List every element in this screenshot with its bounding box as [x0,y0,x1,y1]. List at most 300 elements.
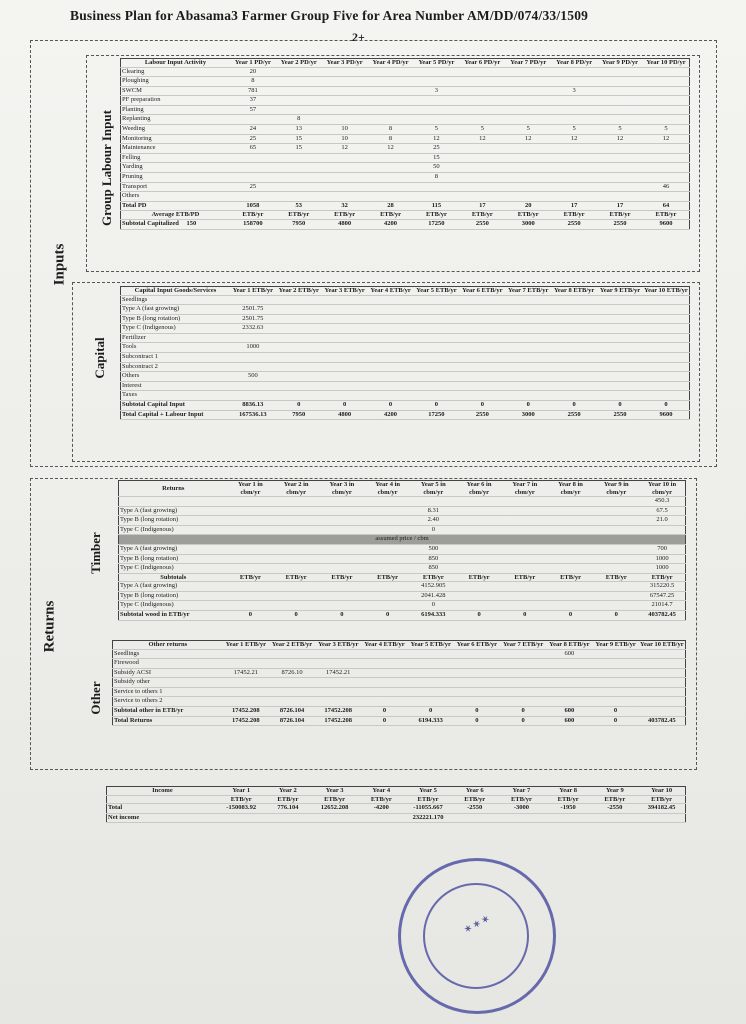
table-cell [505,144,551,154]
total-row [113,716,686,726]
table-cell: 0 [592,707,638,717]
table-cell: 2550 [551,410,597,420]
table-cell: 20 [505,201,551,211]
table-cell: 0 [548,611,594,621]
table-cell [505,343,551,353]
table-cell [408,668,454,678]
table-cell [276,192,322,202]
table-cell [597,173,643,183]
table-cell: 0 [643,401,690,411]
table-cell: 64 [643,201,690,211]
table-cell [597,333,643,343]
table-cell [276,173,322,183]
table-cell [551,305,597,315]
row-label: Type B (long rotation) [119,554,228,564]
table-cell [273,544,319,554]
table-cell: 8 [368,134,414,144]
table-cell [368,153,414,163]
table-cell: Year 5 [405,787,452,796]
table-cell [228,506,274,516]
table-cell: 0 [413,401,459,411]
row-label: Service to others 1 [113,687,223,697]
table-cell [413,314,459,324]
table-cell [551,105,597,115]
table-cell: 403782.45 [639,611,685,621]
table-cell: ETB/yr [545,795,592,804]
table-cell [408,697,454,707]
row-label: Weeding [121,125,230,135]
table-cell [413,333,459,343]
table-cell [276,295,322,305]
table-cell [593,591,639,601]
table-cell [269,687,315,697]
table-cell [459,333,505,343]
table-row [121,343,690,353]
table-cell [228,554,274,564]
table-row [113,649,686,659]
row-label: Type C (Indigenous) [121,324,230,334]
table-cell [276,381,322,391]
table-cell: 17452.208 [315,716,361,726]
table-cell [459,362,505,372]
table-cell [597,105,643,115]
table-cell [454,687,500,697]
table-cell [223,659,269,669]
table-cell [643,115,690,125]
table-cell: Year 10 PD/yr [643,59,690,68]
row-label: Interest [121,381,230,391]
table-cell [322,86,368,96]
header-row [119,481,686,497]
net-income-label: Net income [107,813,218,823]
table-cell [230,381,276,391]
table-cell [592,697,638,707]
table-cell: Year 1 ETB/yr [223,641,269,650]
table-cell [459,381,505,391]
table-cell: 37 [230,96,276,106]
avg-row [121,211,690,220]
table-cell: 7950 [276,219,322,229]
table-cell: -2550 [451,804,498,814]
table-cell: 0 [454,716,500,726]
table-cell: 0 [551,401,597,411]
row-label: Subtotals [119,573,228,582]
table-cell [548,497,594,507]
table-cell [593,506,639,516]
table-cell: 7950 [276,410,322,420]
table-cell: Year 2 [265,787,312,796]
table-cell [322,67,368,77]
table-cell [456,506,502,516]
table-cell: 781 [230,86,276,96]
table-cell: 500 [410,544,456,554]
table-cell [273,516,319,526]
row-label: Total Returns [113,716,223,726]
table-cell [368,105,414,115]
table-cell: 50 [413,163,459,173]
table-cell [276,324,322,334]
table-cell [597,343,643,353]
table-cell: Year 7 ETB/yr [500,641,546,650]
table-cell: 5 [459,125,505,135]
table-cell [548,506,594,516]
table-cell [269,659,315,669]
table-cell [276,77,322,87]
table-cell [505,353,551,363]
table-cell [276,391,322,401]
table-row [121,391,690,401]
table-cell: Year 10 in cbm/yr [639,481,685,497]
table-cell [459,343,505,353]
table-cell: Year 10 [638,787,685,796]
table-cell [365,497,411,507]
table-cell [413,324,459,334]
table-cell [276,372,322,382]
table-cell: ETB/yr [597,211,643,220]
table-cell [273,564,319,574]
table-cell: 12 [322,144,368,154]
table-cell [459,182,505,192]
table-row [121,201,690,211]
row-label: Total Capital + Labour Input [121,410,230,420]
table-cell [505,305,551,315]
page-title: Business Plan for Abasama3 Farmer Group Five for Area Number AM/DD/074/33/1509 [70,8,589,23]
row-label: Tools [121,343,230,353]
table-cell [276,362,322,372]
table-cell [454,659,500,669]
table-cell [643,173,690,183]
table-cell [597,362,643,372]
table-cell [597,324,643,334]
table-cell: 8 [230,77,276,87]
table-cell [228,582,274,592]
table-cell [505,391,551,401]
table-cell: 12 [551,134,597,144]
table-cell [643,372,690,382]
table-cell [410,497,456,507]
table-cell [322,362,368,372]
table-cell [319,591,365,601]
table-cell [228,591,274,601]
table-cell: 8 [413,173,459,183]
table-row [121,353,690,363]
row-label: Returns [119,481,228,497]
table-cell: Year 9 ETB/yr [592,641,638,650]
table-cell: ETB/yr [410,573,456,582]
table-cell [643,163,690,173]
table-cell [502,582,548,592]
table-cell: 4152.905 [410,582,456,592]
row-label: Subsidy other [113,678,223,688]
table-cell [230,353,276,363]
table-cell: 700 [639,544,685,554]
table-cell [365,554,411,564]
table-cell [322,381,368,391]
row-label: Firewood [113,659,223,669]
table-cell [361,697,407,707]
table-cell [456,525,502,535]
table-cell: Year 8 ETB/yr [546,641,592,650]
table-cell [597,67,643,77]
table-cell [639,649,686,659]
table-cell [643,295,690,305]
table-cell: 8726.10 [269,668,315,678]
table-cell [456,564,502,574]
table-cell: Year 9 ETB/yr [597,287,643,296]
table-cell [597,77,643,87]
table-cell [643,314,690,324]
table-cell: 0 [408,707,454,717]
table-cell [361,659,407,669]
table-cell [322,305,368,315]
table-cell: 0 [456,611,502,621]
table-cell [459,314,505,324]
table-cell: 6194.333 [408,716,454,726]
table-cell: 115 [413,201,459,211]
table-cell [276,153,322,163]
table-cell: Year 6 ETB/yr [454,641,500,650]
table-cell [502,516,548,526]
table-cell: 2332.63 [230,324,276,334]
other-label: Other [88,681,103,715]
table-cell: 12 [368,144,414,154]
row-label: Type B (long rotation) [121,314,230,324]
table-cell [322,173,368,183]
header-row [121,287,690,296]
table-cell [459,295,505,305]
table-cell [319,544,365,554]
income-table [106,786,686,823]
table-cell [276,105,322,115]
table-cell [368,86,414,96]
table-cell [322,324,368,334]
row-label: Capital Input Goods/Services [121,287,230,296]
row-label: Planting [121,105,230,115]
table-cell [459,144,505,154]
table-cell [546,678,592,688]
table-cell: 2550 [597,410,643,420]
table-cell [413,343,459,353]
table-cell [551,192,597,202]
table-cell [413,372,459,382]
table-cell [505,192,551,202]
table-cell: Year 8 ETB/yr [551,287,597,296]
table-row [121,67,690,77]
table-cell: 9600 [643,219,690,229]
table-cell [502,525,548,535]
table-row [121,381,690,391]
table-cell [322,391,368,401]
table-cell: 8726.104 [269,716,315,726]
table-cell [597,192,643,202]
table-cell [361,687,407,697]
table-cell: 9600 [643,410,690,420]
table-cell: 600 [546,649,592,659]
table-cell: 15 [276,134,322,144]
table-cell: 4200 [368,410,414,420]
table-cell [597,115,643,125]
table-cell: 8726.104 [269,707,315,717]
row-label: Total PD [121,201,230,211]
table-cell [502,554,548,564]
table-cell [593,516,639,526]
table-cell: 12 [413,134,459,144]
table-cell [315,687,361,697]
table-cell [456,497,502,507]
table-cell: 5 [597,125,643,135]
table-row [119,591,686,601]
table-cell: 5 [551,125,597,135]
table-cell [643,105,690,115]
table-row [119,554,686,564]
table-cell [459,96,505,106]
table-cell [276,343,322,353]
table-cell: -2550 [591,804,638,814]
table-cell: 0 [459,401,505,411]
table-cell [459,173,505,183]
table-row [121,333,690,343]
table-cell [546,687,592,697]
table-cell [223,649,269,659]
table-cell [548,582,594,592]
table-cell [643,96,690,106]
table-cell: 25 [230,134,276,144]
table-cell: ETB/yr [322,211,368,220]
table-cell: Year 5 ETB/yr [408,641,454,650]
table-row [121,173,690,183]
row-label [119,497,228,507]
table-row [121,96,690,106]
table-cell [273,601,319,611]
table-cell [322,372,368,382]
table-row [121,295,690,305]
table-cell: 21.0 [639,516,685,526]
row-label: Type C (Indigenous) [119,525,228,535]
other-table [112,640,686,726]
table-cell [643,362,690,372]
table-cell [269,649,315,659]
table-row [119,582,686,592]
table-cell [643,343,690,353]
table-cell [592,687,638,697]
table-cell: Year 3 [311,787,358,796]
table-cell [551,324,597,334]
table-cell [551,362,597,372]
subtotal-row [119,611,686,621]
table-cell: ETB/yr [319,573,365,582]
table-row [119,506,686,516]
table-cell: 2501.75 [230,314,276,324]
table-cell: Year 4 in cbm/yr [365,481,411,497]
table-cell: ETB/yr [505,211,551,220]
table-cell [368,324,414,334]
table-cell [368,173,414,183]
table-cell [548,601,594,611]
table-cell: Year 4 [358,787,405,796]
table-cell [413,115,459,125]
table-cell [593,554,639,564]
table-cell: 0 [368,401,414,411]
table-cell [276,67,322,77]
table-cell [546,659,592,669]
table-cell [500,687,546,697]
table-cell [454,649,500,659]
row-label: Pruning [121,173,230,183]
table-cell: 0 [592,716,638,726]
table-cell: ETB/yr [456,573,502,582]
table-cell: 46 [643,182,690,192]
table-cell [368,362,414,372]
table-row [119,564,686,574]
table-cell [413,295,459,305]
table-cell: Year 1 [218,787,265,796]
table-cell [413,362,459,372]
row-label: Subcontract 1 [121,353,230,363]
table-cell [551,144,597,154]
table-cell [408,678,454,688]
table-cell: 0 [410,525,456,535]
table-cell [505,105,551,115]
table-cell [597,391,643,401]
table-cell [319,601,365,611]
table-cell [408,687,454,697]
table-cell: 25 [413,144,459,154]
table-cell [273,506,319,516]
table-cell [315,649,361,659]
table-cell [413,105,459,115]
table-cell [639,659,686,669]
table-cell: 2501.75 [230,305,276,315]
table-cell: 6194.333 [410,611,456,621]
table-cell [551,295,597,305]
table-cell: 850 [410,564,456,574]
table-cell [365,544,411,554]
row-label: Income [107,787,218,796]
table-cell [454,668,500,678]
table-cell [273,582,319,592]
table-cell [643,77,690,87]
table-cell [551,182,597,192]
table-cell: 0 [319,611,365,621]
table-cell: 21014.7 [639,601,685,611]
table-cell [502,497,548,507]
table-cell [597,305,643,315]
table-cell [365,582,411,592]
row-label: Fertilizer [121,333,230,343]
row-label [107,795,218,804]
table-row [121,163,690,173]
table-cell [276,353,322,363]
table-row [113,678,686,688]
table-cell: Year 7 ETB/yr [505,287,551,296]
row-label: Ploughing [121,77,230,87]
header-row [107,787,686,796]
table-cell: Year 8 PD/yr [551,59,597,68]
table-cell [551,163,597,173]
table-cell: 8836.13 [230,401,276,411]
table-cell [319,516,365,526]
table-cell: 0 [500,707,546,717]
row-label: Seedlings [113,649,223,659]
group-labour-label: Group Labour Input [99,110,114,226]
table-cell [315,659,361,669]
table-cell [413,192,459,202]
table-cell [505,362,551,372]
table-cell [551,96,597,106]
table-cell: Year 2 PD/yr [276,59,322,68]
table-cell [643,67,690,77]
table-cell [639,668,686,678]
